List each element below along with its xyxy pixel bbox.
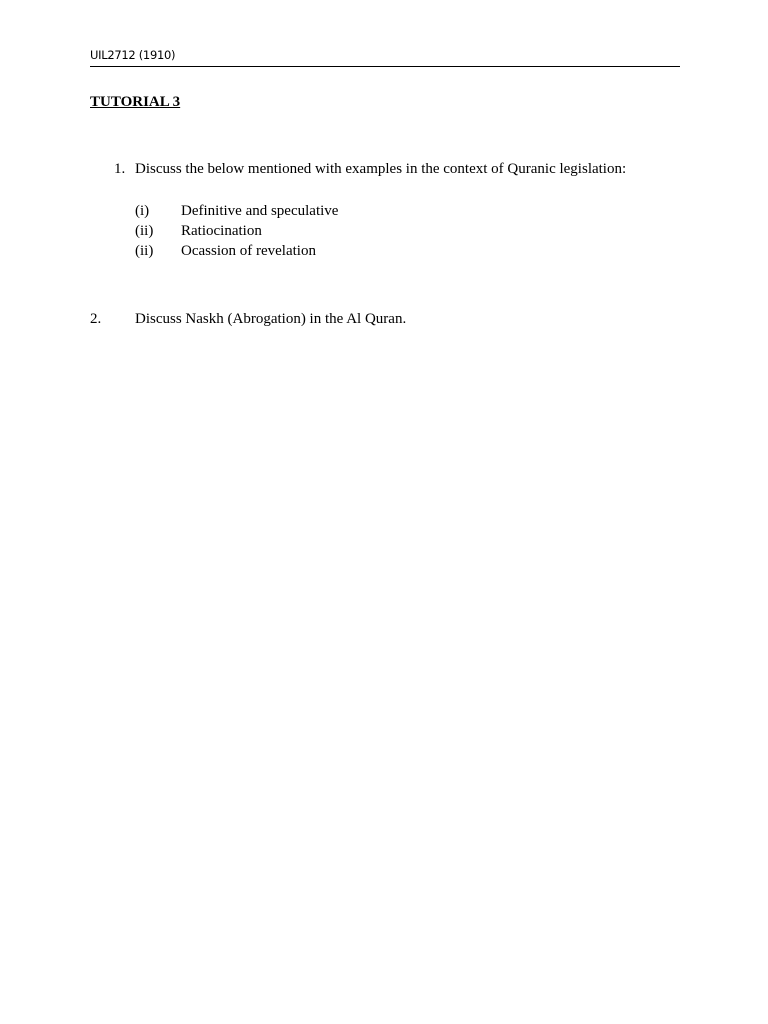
question-number: 1. xyxy=(114,161,126,177)
list-item-text: Ratiocination xyxy=(181,223,262,239)
list-item-marker: (ii) xyxy=(135,223,154,239)
question-number: 2. xyxy=(90,311,102,327)
list-item-marker: (i) xyxy=(135,203,150,219)
question-text: Discuss Naskh (Abrogation) in the Al Quran. xyxy=(135,311,407,327)
list-item-text: Definitive and speculative xyxy=(181,203,339,219)
course-code: UIL2712 (1910) xyxy=(90,48,176,62)
page-header xyxy=(90,47,680,67)
list-item-marker: (ii) xyxy=(135,243,154,259)
page-title: TUTORIAL 3 xyxy=(90,94,181,110)
question-text: Discuss the below mentioned with examples in the context of Quranic legislation: xyxy=(135,161,627,177)
list-item-text: Ocassion of revelation xyxy=(181,243,316,259)
